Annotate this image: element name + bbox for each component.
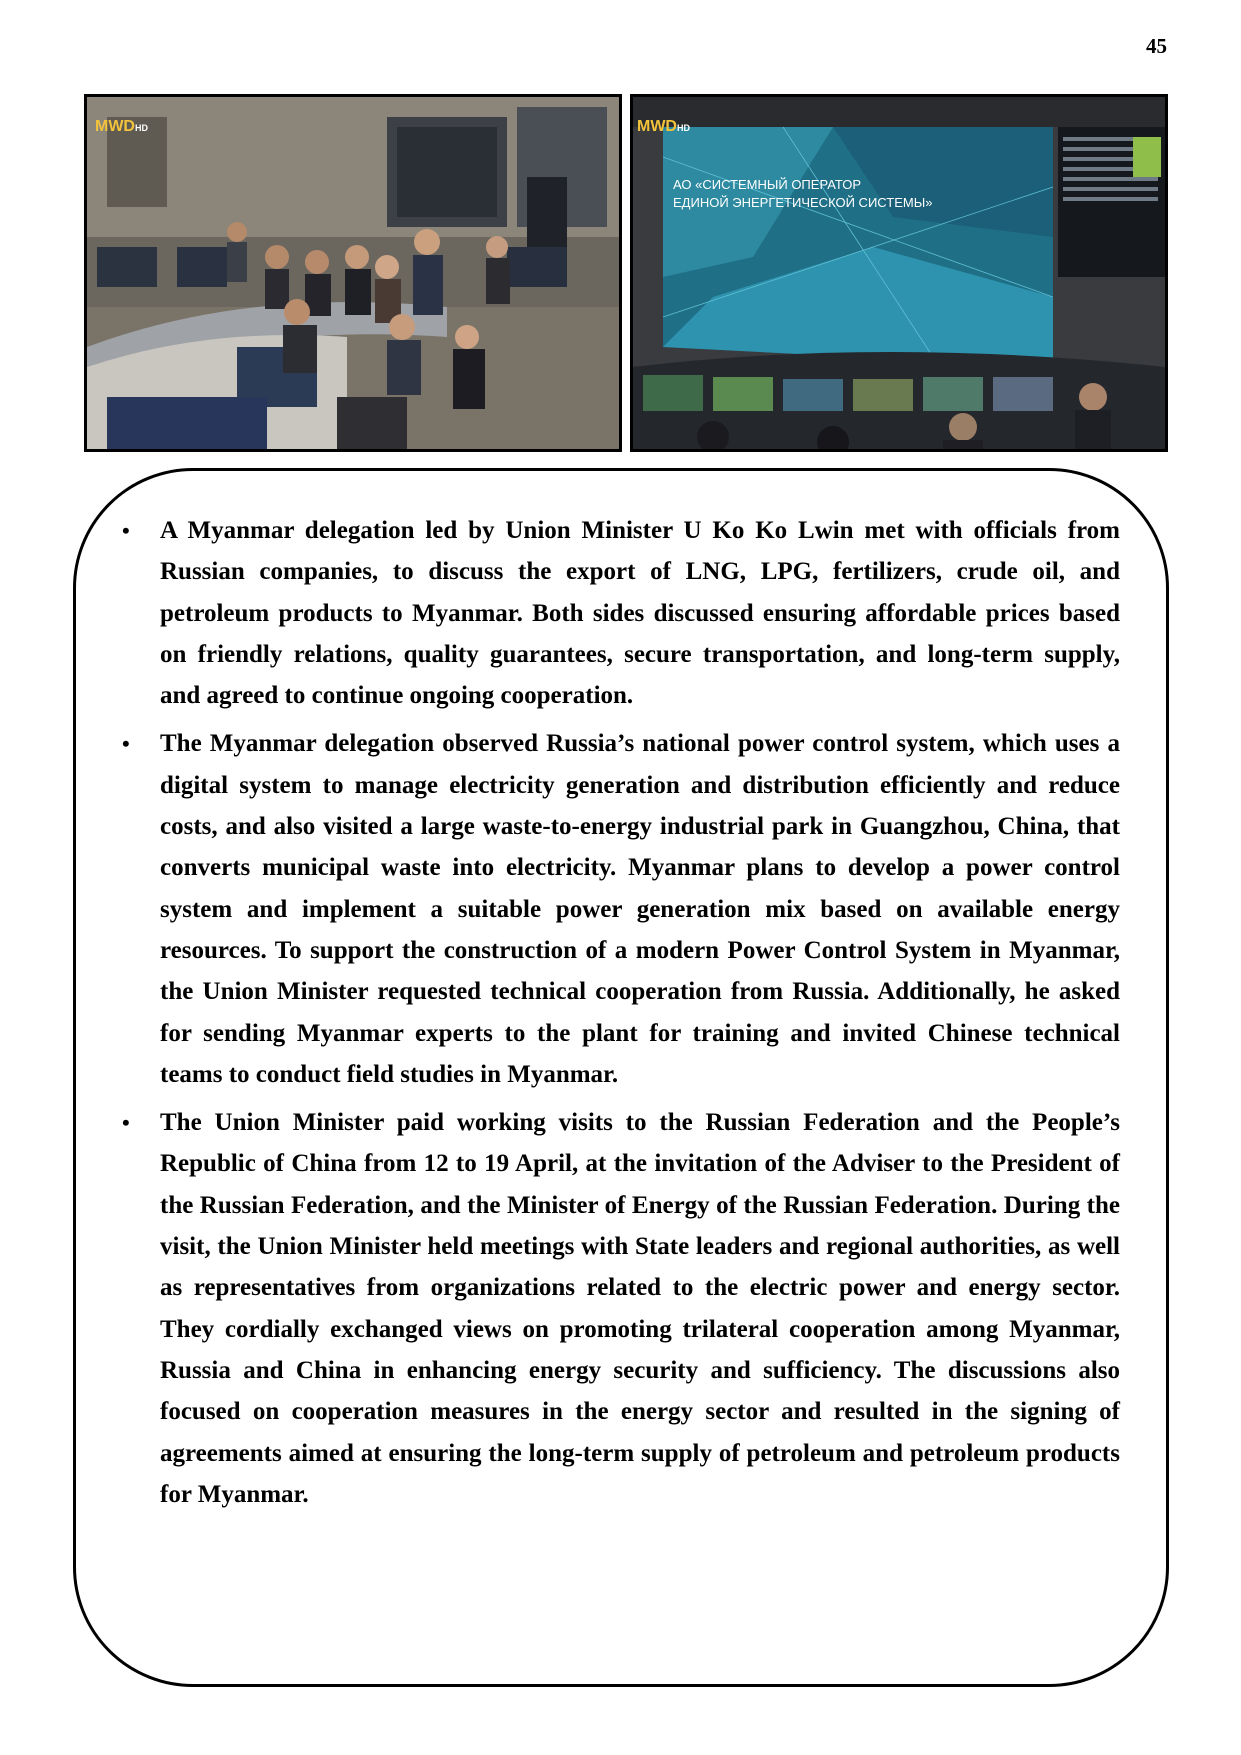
channel-hd-label: HD: [135, 123, 148, 133]
photo-control-room-delegation: [84, 94, 622, 452]
channel-logo: MWD: [637, 118, 677, 135]
bullet-text: The Myanmar delegation observed Russia’s national power control system, which uses a digital system to manage electricity generation and distribution efficiently and reduce costs, and also visited a large waste-to-energy industrial park in Guangzhou, China, that converts municipal waste into electricity. Myanmar plans to develop a power control system and implement a suitable power generation mix based on available energy resources. To support the construction of a modern Power Control System in Myanmar, the Union Minister requested technical cooperation from Russia. Additionally, he asked for sending Myanmar experts to the plant for training and invited Chinese technical teams to conduct field studies in Myanmar.: [160, 730, 1120, 1088]
bullet-item: [120, 1102, 1120, 1515]
bullet-text: The Union Minister paid working visits to the Russian Federation and the People’s Republic of China from 12 to 19 April, at the invitation of the Adviser to the President of the Russian Federation, and the Minister of Energy of the Russian Federation. During the visit, the Union Minister held meetings with State leaders and regional authorities, as well as representatives from organizations related to the electric power and energy sector. They cordially exchanged views on promoting trilateral cooperation among Myanmar, Russia and China in enhancing energy security and sufficiency. The discussions also focused on cooperation measures in the energy sector and resulted in the signing of agreements aimed at ensuring the long-term supply of petroleum and petroleum products for Myanmar.: [160, 1109, 1120, 1508]
bullet-text: A Myanmar delegation led by Union Minister U Ko Ko Lwin met with officials from Russian companies, to discuss the export of LNG, LPG, fertilizers, crude oil, and petroleum products to Myanmar. Both sides discussed ensuring affordable prices based on friendly relations, quality guarantees, secure transportation, and long-term supply, and agreed to continue ongoing cooperation.: [160, 517, 1120, 710]
page-number: 45: [1146, 34, 1167, 58]
bullet-item: [120, 510, 1120, 716]
bullet-item: [120, 723, 1120, 1095]
photo-system-operator-screen: [630, 94, 1168, 452]
screen-caption-line-1: АО «СИСТЕМНЫЙ ОПЕРАТОР: [673, 177, 862, 192]
channel-logo: MWD: [95, 118, 135, 135]
screen-caption-line-2: ЕДИНОЙ ЭНЕРГЕТИЧЕСКОЙ СИСТЕМЫ»: [673, 195, 933, 210]
channel-hd-label: HD: [677, 123, 690, 133]
bullet-list: [120, 510, 1120, 1522]
system-operator-photo: [633, 97, 1165, 449]
control-room-photo: [87, 97, 619, 449]
bullet-icon: •: [122, 731, 130, 757]
bullet-icon: •: [122, 1110, 130, 1136]
bullet-icon: •: [122, 518, 130, 543]
